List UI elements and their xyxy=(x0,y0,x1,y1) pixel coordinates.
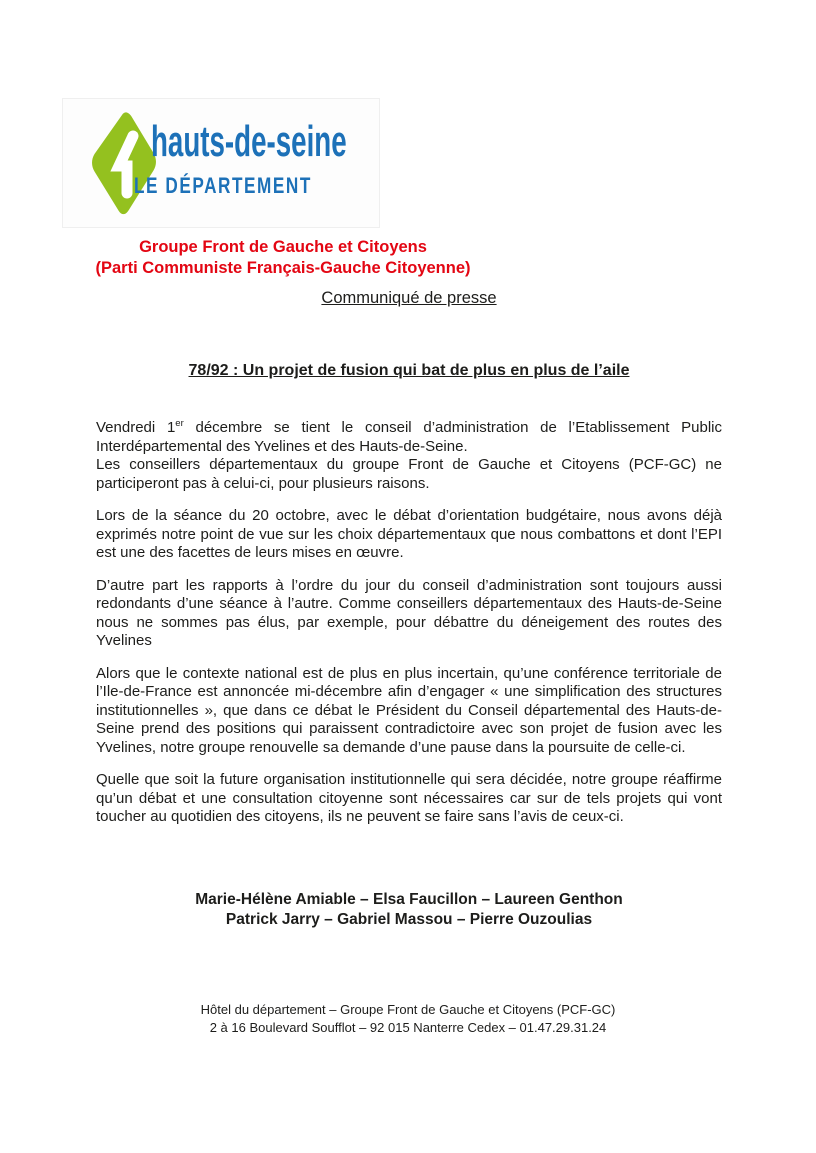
paragraph-5: Alors que le contexte national est de plus en plus incertain, qu’une conférence territoriale de l’Ile-de-France est annoncée mi-décembre afin d’engager « une simplification des structures institutionnelles », que dans ce débat le Président du Conseil départemental des Hauts-de-Seine prend des positions qui paraissent contradictoire avec son projet de fusion avec les Yvelines, notre groupe renouvelle sa demande d’une pause dans la poursuite de celle-ci. xyxy=(96,664,722,756)
group-party-line: (Parti Communiste Français-Gauche Citoyenne) xyxy=(95,259,471,277)
footer-line-2: 2 à 16 Boulevard Soufflot – 92 015 Nanterre Cedex – 01.47.29.31.24 xyxy=(209,1020,607,1035)
paragraph-1 xyxy=(96,419,722,456)
group-name-line: Groupe Front de Gauche et Citoyens xyxy=(139,238,427,256)
group-heading xyxy=(0,237,566,279)
department-logo xyxy=(62,98,380,228)
signature-line-2: Patrick Jarry – Gabriel Massou – Pierre Ouzoulias xyxy=(225,910,593,928)
footer-line-1: Hôtel du département – Groupe Front de Gauche et Citoyens (PCF-GC) xyxy=(200,1002,616,1017)
signatures xyxy=(96,890,722,929)
signature-line-1: Marie-Hélène Amiable – Elsa Faucillon – Laureen Genthon xyxy=(195,891,623,908)
body-text xyxy=(96,419,722,827)
headline xyxy=(96,361,722,381)
headline-text: 78/92 : Un projet de fusion qui bat de plus en plus de l’aile xyxy=(188,362,630,379)
logo-wordmark: hauts-de-seine xyxy=(151,117,347,166)
ordinal-superscript: er xyxy=(175,418,184,429)
paragraph-2: Les conseillers départementaux du groupe Front de Gauche et Citoyens (PCF-GC) ne participeront pas à celui-ci, pour plusieurs raisons. xyxy=(96,456,722,492)
logo-subtitle: LE DÉPARTEMENT xyxy=(134,173,312,198)
document-type xyxy=(96,288,722,308)
paragraph-1-start: Vendredi 1 xyxy=(96,419,176,436)
diamond-logo-icon xyxy=(90,112,158,215)
paragraph-4: D’autre part les rapports à l’ordre du jour du conseil d’administration sont toujours aussi redondants d’une séance à l’autre. Comme conseillers départementaux des Hauts-de-Seine nous ne sommes pas élus, par exemple, pour débattre du déneigement des routes des Yvelines xyxy=(96,576,722,649)
paragraph-1-rest: décembre se tient le conseil d’administration de l’Etablissement Public Interdépartemental des Yvelines et des Hauts-de-Seine. xyxy=(96,419,722,455)
footer-address xyxy=(0,1001,816,1037)
paragraph-3: Lors de la séance du 20 octobre, avec le débat d’orientation budgétaire, nous avons déjà exprimés notre point de vue sur les choix départementaux que nous combattons et dont l’EPI est une des facettes de leurs mises en œuvre. xyxy=(96,507,722,561)
paragraph-6: Quelle que soit la future organisation institutionnelle qui sera décidée, notre groupe réaffirme qu’un débat et une consultation citoyenne sont nécessaires car sur de tels projets qui vont toucher au quotidien des citoyens, ils ne peuvent se faire sans l’avis de ceux-ci. xyxy=(96,771,722,825)
document-type-label: Communiqué de presse xyxy=(321,289,497,307)
